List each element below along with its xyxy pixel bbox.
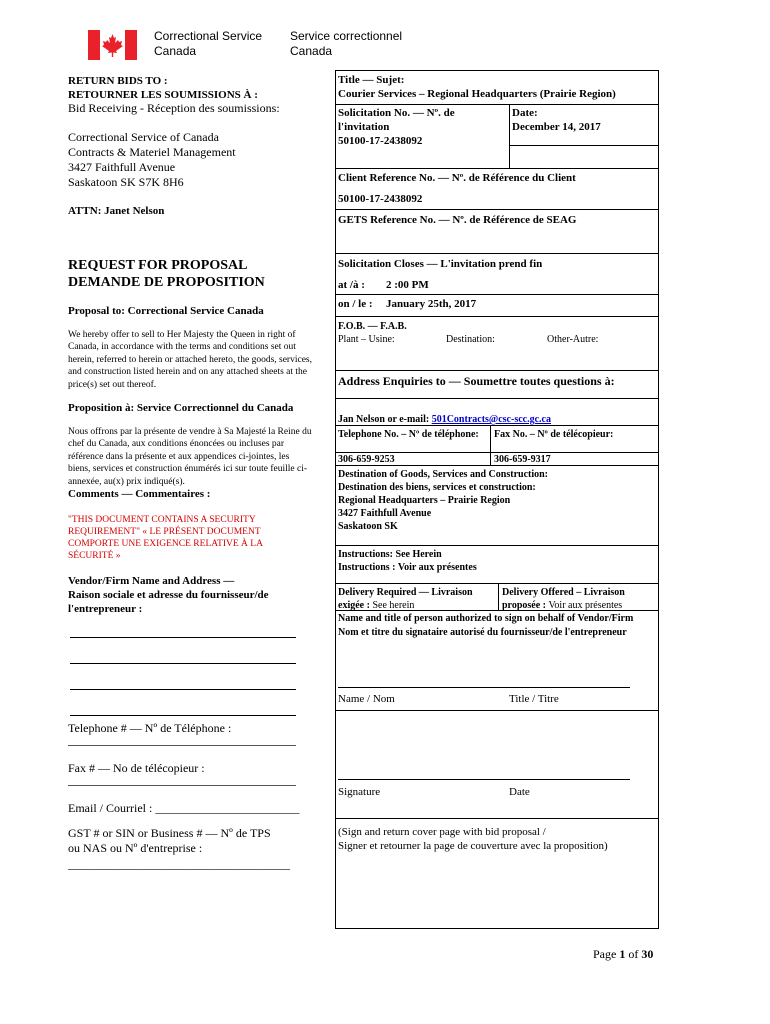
address-line: Correctional Service of Canada bbox=[68, 130, 219, 144]
solicitation-number: 50100-17-2438092 bbox=[338, 135, 423, 147]
divider bbox=[498, 583, 499, 610]
delivery-required-label: Delivery Required — Livraison bbox=[338, 587, 473, 598]
divider bbox=[335, 610, 658, 611]
solicitation-closes-label: Solicitation Closes — L'invitation prend fin bbox=[338, 258, 543, 270]
sign-return-line: Signer et retourner la page de couverture avec la proposition) bbox=[338, 840, 608, 852]
telephone-no-value: 306-659-9253 bbox=[338, 454, 395, 465]
delivery-required-prefix: exigée : bbox=[338, 600, 373, 611]
return-address bbox=[68, 130, 236, 190]
title-value: Courier Services – Regional Headquarters (Prairie Region) bbox=[338, 88, 616, 100]
signature-line[interactable] bbox=[338, 779, 630, 780]
delivery-offered-value: Voir aux présentes bbox=[548, 600, 623, 611]
enquiries-label: Address Enquiries to — Soumettre toutes questions à: bbox=[338, 374, 615, 388]
divider bbox=[335, 465, 658, 466]
signature-label: Signature bbox=[338, 786, 381, 798]
divider bbox=[335, 370, 658, 371]
attn-label: ATTN: Janet Nelson bbox=[68, 205, 165, 217]
divider bbox=[335, 545, 658, 546]
client-reference-value: 50100-17-2438092 bbox=[338, 193, 423, 205]
address-line: Contracts & Materiel Management bbox=[68, 145, 236, 159]
instructions-line: Instructions : Voir aux présentes bbox=[338, 562, 477, 573]
offer-text-en: We hereby offer to sell to Her Majesty the Queen in right of Canada, in accordance with the terms and conditions set out herein, referred to herein or attached hereto, the goods, services, and construction listed herein and on any attached sheets at the price(s) set out thereof. bbox=[68, 330, 312, 390]
delivery-required-value: See herein bbox=[372, 600, 415, 611]
authorized-person-line: Name and title of person authorized to sign on behalf of Vendor/Firm bbox=[338, 613, 634, 624]
delivery-required bbox=[338, 586, 473, 612]
delivery-offered-label: Delivery Offered – Livraison bbox=[502, 587, 625, 598]
client-reference-label: Client Reference No. — Nº. de Référence du Client bbox=[338, 172, 576, 184]
divider bbox=[335, 209, 658, 210]
solicitation-block bbox=[338, 106, 455, 148]
closes-on-label: on / le : bbox=[338, 298, 373, 310]
name-title-line[interactable] bbox=[338, 687, 630, 688]
fax-no-value: 306-659-9317 bbox=[494, 454, 551, 465]
offer-text-fr: Nous offrons par la présente de vendre à Sa Majesté la Reine du chef du Canada, aux conditions énoncées ou incluses par référence dans la présente et aux appendices ci-jointes, les biens, services et construction énumérés ici sur toute feuille ci-annexée, au(x) prix indiqué(s). bbox=[68, 427, 312, 487]
org-name-fr bbox=[290, 29, 402, 59]
vendor-line-3[interactable] bbox=[70, 689, 296, 690]
org-name-en-line2: Canada bbox=[154, 44, 197, 58]
page-prefix: Page bbox=[593, 947, 620, 961]
return-bids-en: RETURN BIDS TO : bbox=[68, 75, 168, 87]
vendor-line-4[interactable] bbox=[70, 715, 296, 716]
destination-label: Destination: bbox=[446, 334, 495, 345]
sign-return-line: (Sign and return cover page with bid proposal / bbox=[338, 826, 546, 838]
signature-date-label: Date bbox=[509, 786, 530, 798]
gst-line[interactable]: _____________________________________ bbox=[68, 857, 290, 871]
proposition-fr: Proposition à: Service Correctionnel du Canada bbox=[68, 402, 294, 414]
page-of: of bbox=[625, 947, 642, 961]
security-requirement-note: "THIS DOCUMENT CONTAINS A SECURITY REQUIREMENT" « LE PRÉSENT DOCUMENT COMPORTE UNE EXIGENCE RELATIVE À LA SÉCURITÉ » bbox=[68, 515, 263, 561]
closes-at-value: 2 :00 PM bbox=[386, 279, 429, 291]
destination-line: Destination des biens, services et construction: bbox=[338, 482, 536, 493]
instructions-line: Instructions: See Herein bbox=[338, 549, 442, 560]
divider bbox=[335, 818, 658, 819]
instructions-block bbox=[338, 548, 477, 574]
address-line: Saskatoon SK S7K 8H6 bbox=[68, 175, 184, 189]
address-line: 3427 Faithfull Avenue bbox=[68, 160, 176, 174]
authorized-person-label bbox=[338, 612, 656, 640]
solicitation-label: l'invitation bbox=[338, 121, 390, 133]
vendor-label-line: Vendor/Firm Name and Address — bbox=[68, 575, 235, 587]
title-block bbox=[338, 73, 616, 101]
rfp-title bbox=[68, 257, 265, 291]
destination-line: Destination of Goods, Services and Construction: bbox=[338, 469, 549, 480]
telephone-label: Telephone # — Nº de Téléphone : bbox=[68, 721, 232, 735]
fax-line[interactable] bbox=[68, 785, 296, 786]
org-name-en bbox=[154, 29, 262, 59]
authorized-person-line: Nom et titre du signataire autorisé du fournisseur/de l'entrepreneur bbox=[338, 627, 627, 638]
canada-flag-icon bbox=[88, 30, 137, 60]
proposal-to: Proposal to: Correctional Service Canada bbox=[68, 305, 264, 317]
vendor-label bbox=[68, 574, 269, 616]
sign-return-note bbox=[338, 825, 608, 853]
divider bbox=[335, 253, 658, 254]
fax-label: Fax # — No de télécopieur : bbox=[68, 761, 205, 775]
gst-label-line: GST # or SIN or Business # — Nº de TPS bbox=[68, 826, 271, 840]
fob-label: F.O.B. — F.A.B. bbox=[338, 321, 407, 332]
gets-reference-label: GETS Reference No. — Nº. de Référence de SEAG bbox=[338, 214, 577, 226]
gst-label bbox=[68, 826, 271, 856]
destination-line: 3427 Faithfull Avenue bbox=[338, 508, 432, 519]
bid-receiving: Bid Receiving - Réception des soumissions: bbox=[68, 101, 280, 115]
solicitation-label: Solicitation No. — Nº. de bbox=[338, 107, 455, 119]
comments-label: Comments — Commentaires : bbox=[68, 488, 211, 500]
date-label: Date: bbox=[512, 107, 538, 119]
contact-name: Jan Nelson or e-mail: bbox=[338, 414, 432, 425]
org-name-fr-line2: Canada bbox=[290, 44, 333, 58]
divider bbox=[490, 425, 491, 465]
divider bbox=[509, 104, 510, 168]
title-label: Title — Sujet: bbox=[338, 74, 405, 86]
divider bbox=[509, 145, 658, 146]
email-field[interactable]: Email / Courriel : ________________________ bbox=[68, 801, 300, 815]
vendor-line-2[interactable] bbox=[70, 663, 296, 664]
delivery-offered bbox=[502, 586, 625, 612]
plant-label: Plant – Usine: bbox=[338, 334, 395, 345]
telephone-no-label: Telephone No. – Nº de téléphone: bbox=[338, 429, 479, 440]
destination-block bbox=[338, 468, 548, 533]
other-label: Other-Autre: bbox=[547, 334, 599, 345]
divider bbox=[335, 425, 658, 426]
destination-line: Regional Headquarters – Prairie Region bbox=[338, 495, 511, 506]
vendor-line-1[interactable] bbox=[70, 637, 296, 638]
telephone-line[interactable] bbox=[68, 745, 296, 746]
vendor-label-line: l'entrepreneur : bbox=[68, 603, 143, 615]
divider bbox=[335, 398, 658, 399]
gst-label-line: ou NAS ou Nº d'entreprise : bbox=[68, 841, 203, 855]
divider bbox=[335, 583, 658, 584]
org-name-fr-line1: Service correctionnel bbox=[290, 29, 403, 43]
return-bids-label bbox=[68, 74, 258, 102]
divider bbox=[335, 316, 658, 317]
name-label: Name / Nom bbox=[338, 693, 395, 705]
divider bbox=[335, 710, 658, 711]
page-current: 1 bbox=[619, 947, 626, 961]
closes-on-value: January 25th, 2017 bbox=[386, 298, 477, 310]
rfp-title-en: REQUEST FOR PROPOSAL bbox=[68, 258, 248, 273]
destination-line: Saskatoon SK bbox=[338, 521, 398, 532]
title-label: Title / Titre bbox=[509, 693, 559, 705]
contact-email-link[interactable]: 501Contracts@csc-scc.gc.ca bbox=[431, 414, 551, 425]
divider bbox=[335, 104, 658, 105]
page-number bbox=[593, 947, 653, 962]
divider bbox=[335, 168, 658, 169]
vendor-label-line: Raison sociale et adresse du fournisseur/de bbox=[68, 589, 269, 601]
delivery-offered-prefix: proposée : bbox=[502, 600, 549, 611]
closes-at-label: at /à : bbox=[338, 279, 365, 291]
org-name-en-line1: Correctional Service bbox=[154, 29, 263, 43]
rfp-title-fr: DEMANDE DE PROPOSITION bbox=[68, 275, 265, 290]
return-bids-fr: RETOURNER LES SOUMISSIONS À : bbox=[68, 89, 258, 101]
divider bbox=[335, 294, 658, 295]
fax-no-label: Fax No. – Nº de télécopieur: bbox=[494, 429, 614, 440]
date-block bbox=[512, 106, 601, 134]
page-total: 30 bbox=[641, 947, 654, 961]
date-value: December 14, 2017 bbox=[512, 121, 601, 133]
